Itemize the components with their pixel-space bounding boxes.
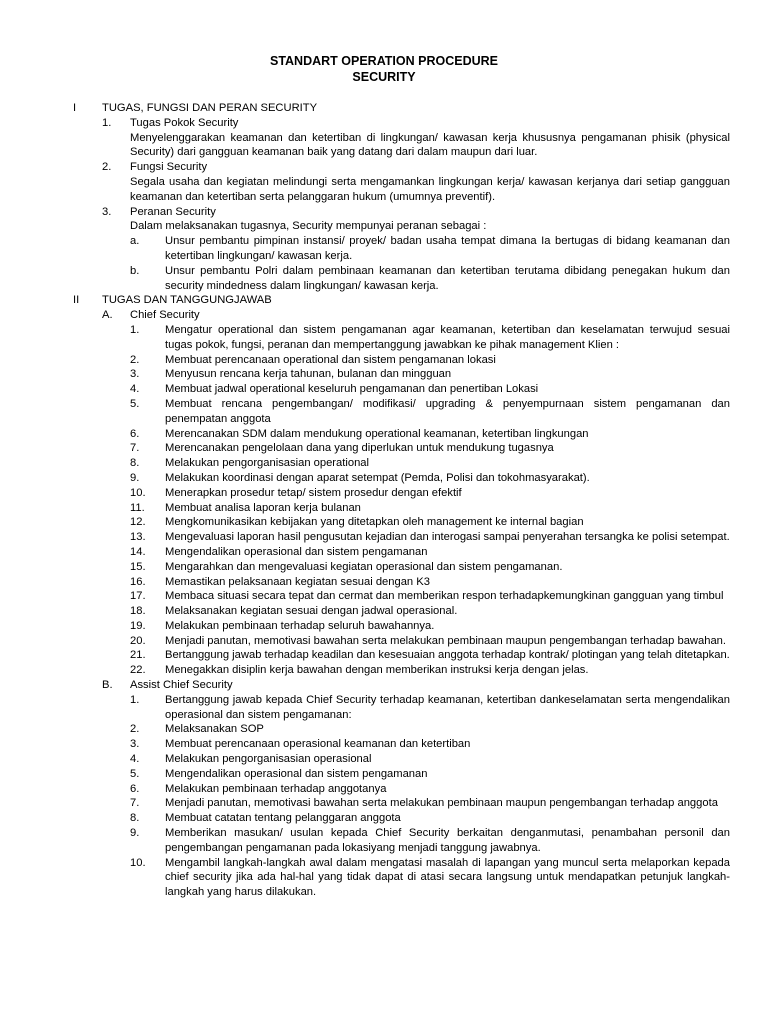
- duty-item-label: 9.: [130, 827, 140, 840]
- duty-item-text: Mengendalikan operasional dan sistem pengamanan: [165, 545, 428, 558]
- duty-item-text: Mengarahkan dan mengevaluasi kegiatan operasional dan sistem pengamanan.: [165, 560, 563, 573]
- duty-item: [0, 471, 768, 486]
- duty-item-label: 21.: [130, 649, 146, 662]
- duty-item-label: 7.: [130, 442, 140, 455]
- sub-item-text: Unsur pembantu Polri dalam pembinaan keamanan dan ketertiban terutama dibidang penegakan hukum dan security mindedness dalam lingkungan/ kawasan kerja.: [165, 264, 730, 292]
- sub-item: [0, 264, 768, 294]
- section-heading-text: TUGAS DAN TANGGUNGJAWAB: [102, 294, 272, 307]
- duty-item: [0, 856, 768, 900]
- duty-item: [0, 382, 768, 397]
- sub-item: [0, 234, 768, 264]
- duty-item-text: Mengambil langkah-langkah awal dalam mengatasi masalah di lapangan yang muncul serta melaporkan kepada chief security jika ada hal-hal yang tidak dapat di atasi secara langsung untuk mendapatkan petunjuk langkah-langkah yang harus dilakukan.: [165, 856, 730, 899]
- section-heading-label: I: [73, 102, 77, 114]
- duty-item: [0, 648, 768, 663]
- duty-item-text: Memberikan masukan/ usulan kepada Chief Security berkaitan denganmutasi, penambahan personil dan pengembangan pengamanan pada lokasiyang menjadi tanggung jawabnya.: [165, 827, 730, 854]
- item-paragraph-text: Menyelenggarakan keamanan dan ketertiban di lingkungan/ kawasan kerja khususnya pengamanan phisik (physical Security) dari gangguan keamanan baik yang datang dari dalam maupun dari luar.: [130, 131, 730, 159]
- duty-item: [0, 367, 768, 382]
- sub-item-text: Unsur pembantu pimpinan instansi/ proyek/ badan usaha tempat dimana Ia bertugas di bidang keamanan dan ketertiban lingkungan/ kawasan kerja.: [165, 235, 730, 262]
- duty-item-text: Menjadi panutan, memotivasi bawahan serta melakukan pembinaan maupun pengembangan terhadap anggota: [165, 797, 718, 810]
- duty-item: [0, 427, 768, 442]
- duty-item-text: Membuat catatan tentang pelanggaran anggota: [165, 812, 401, 825]
- item-heading-text: Fungsi Security: [130, 161, 208, 174]
- duty-item-label: 4.: [130, 753, 140, 766]
- duty-item: [0, 663, 768, 678]
- duty-item-label: 6.: [130, 782, 140, 795]
- duty-item-text: Menyusun rencana kerja tahunan, bulanan dan mingguan: [165, 368, 452, 381]
- duty-item-text: Membuat analisa laporan kerja bulanan: [165, 501, 361, 514]
- duty-item-label: 12.: [130, 516, 146, 529]
- duty-item: [0, 515, 768, 530]
- duty-item-label: 13.: [130, 531, 146, 544]
- item-paragraph: [0, 175, 768, 205]
- duty-item-label: 3.: [130, 368, 140, 381]
- duty-item-label: 9.: [130, 471, 140, 484]
- duty-item: [0, 486, 768, 501]
- duty-item-label: 4.: [130, 383, 140, 396]
- role-heading-label: A.: [102, 309, 113, 322]
- item-paragraph-text: Dalam melaksanakan tugasnya, Security mempunyai peranan sebagai :: [130, 220, 487, 233]
- duty-item: [0, 826, 768, 856]
- document-body: [0, 101, 768, 900]
- document-title: STANDART OPERATION PROCEDURE: [269, 54, 498, 68]
- duty-item-label: 8.: [130, 812, 140, 825]
- duty-item-text: Memastikan pelaksanaan kegiatan sesuai dengan K3: [165, 575, 430, 588]
- item-heading-label: 2.: [102, 161, 112, 174]
- duty-item-text: Melakukan koordinasi dengan aparat setempat (Pemda, Polisi dan tokohmasyarakat).: [165, 471, 590, 484]
- duty-item: [0, 545, 768, 560]
- role-heading: [0, 678, 768, 693]
- sub-item-label: b.: [130, 264, 140, 277]
- duty-item-text: Membuat perencanaan operational dan sistem pengamanan lokasi: [165, 353, 496, 366]
- duty-item: [0, 796, 768, 811]
- duty-item: [0, 575, 768, 590]
- duty-item-text: Merencanakan SDM dalam mendukung operational keamanan, ketertiban lingkungan: [165, 427, 589, 440]
- duty-item: [0, 589, 768, 604]
- duty-item-text: Melakukan pembinaan terhadap anggotanya: [165, 782, 387, 795]
- section-heading: [0, 293, 768, 308]
- duty-item-label: 2.: [130, 723, 140, 736]
- duty-item: [0, 501, 768, 516]
- sub-item-label: a.: [130, 235, 140, 248]
- duty-item-text: Melakukan pengorganisasian operasional: [165, 753, 372, 766]
- duty-item-label: 5.: [130, 767, 140, 780]
- item-heading-label: 1.: [102, 116, 112, 129]
- duty-item-text: Mengendalikan operasional dan sistem pengamanan: [165, 767, 428, 780]
- duty-item: [0, 752, 768, 767]
- duty-item-text: Mengkomunikasikan kebijakan yang ditetapkan oleh management ke internal bagian: [165, 516, 584, 529]
- duty-item-text: Membuat rencana pengembangan/ modifikasi/ upgrading & penyempurnaan sistem pengamanan dan penempatan anggota: [165, 397, 730, 425]
- item-paragraph: [0, 131, 768, 161]
- duty-item: [0, 530, 768, 545]
- duty-item-label: 15.: [130, 560, 146, 573]
- duty-item-text: Melaksanakan SOP: [165, 723, 264, 736]
- duty-item-label: 10.: [130, 486, 146, 499]
- item-heading-text: Peranan Security: [130, 205, 216, 218]
- duty-item: [0, 323, 768, 353]
- duty-item-label: 17.: [130, 590, 146, 603]
- duty-item-text: Membuat jadwal operational keseluruh pengamanan dan penertiban Lokasi: [165, 383, 539, 396]
- document-subtitle: SECURITY: [352, 70, 416, 84]
- duty-item: [0, 353, 768, 368]
- duty-item-label: 19.: [130, 619, 146, 632]
- duty-item: [0, 737, 768, 752]
- role-heading-text: Chief Security: [130, 309, 200, 322]
- duty-item: [0, 397, 768, 427]
- duty-item: [0, 693, 768, 723]
- duty-item-text: Menjadi panutan, memotivasi bawahan serta melakukan pembinaan maupun pengembangan terhadap bawahan.: [165, 634, 726, 647]
- duty-item-label: 5.: [130, 397, 140, 410]
- duty-item-text: Menerapkan prosedur tetap/ sistem prosedur dengan efektif: [165, 486, 462, 499]
- duty-item-text: Bertanggung jawab kepada Chief Security terhadap keamanan, ketertiban dankeselamatan serta mengendalikan operasional dan sistem pengamanan:: [165, 693, 730, 721]
- duty-item-text: Membuat perencanaan operasional keamanan dan ketertiban: [165, 738, 471, 751]
- duty-item-text: Menegakkan disiplin kerja bawahan dengan memberikan instruksi kerja dengan jelas.: [165, 664, 589, 677]
- duty-item-text: Membaca situasi secara tepat dan cermat dan memberikan respon terhadapkemungkinan gangguan yang timbul: [165, 590, 724, 603]
- item-heading: [0, 116, 768, 131]
- item-paragraph: [0, 219, 768, 234]
- duty-item-label: 7.: [130, 797, 140, 810]
- duty-item: [0, 722, 768, 737]
- section-heading: [0, 101, 768, 116]
- item-heading: [0, 205, 768, 220]
- duty-item: [0, 456, 768, 471]
- role-heading: [0, 308, 768, 323]
- duty-item: [0, 634, 768, 649]
- duty-item-label: 18.: [130, 605, 146, 618]
- duty-item-label: 1.: [130, 693, 140, 706]
- duty-item-label: 22.: [130, 664, 146, 677]
- duty-item-text: Merencanakan pengelolaan dana yang diperlukan untuk mendukung tugasnya: [165, 442, 554, 455]
- duty-item-text: Mengevaluasi laporan hasil pengusutan kejadian dan interogasi sampai penyerahan tersangka ke polisi setempat.: [165, 531, 730, 544]
- duty-item-label: 11.: [130, 501, 145, 514]
- duty-item: [0, 619, 768, 634]
- duty-item: [0, 767, 768, 782]
- duty-item-text: Melakukan pembinaan terhadap seluruh bawahannya.: [165, 619, 435, 632]
- duty-item-label: 3.: [130, 738, 140, 751]
- duty-item-label: 16.: [130, 575, 146, 588]
- duty-item-text: Melaksanakan kegiatan sesuai dengan jadwal operasional.: [165, 605, 458, 618]
- role-heading-text: Assist Chief Security: [130, 679, 233, 692]
- section-heading-label: II: [73, 294, 80, 307]
- duty-item: [0, 782, 768, 797]
- item-heading: [0, 160, 768, 175]
- duty-item-label: 6.: [130, 427, 140, 440]
- duty-item-label: 1.: [130, 323, 140, 336]
- role-heading-label: B.: [102, 679, 113, 692]
- duty-item-label: 8.: [130, 457, 140, 470]
- duty-item-label: 20.: [130, 634, 146, 647]
- duty-item: [0, 811, 768, 826]
- duty-item-label: 10.: [130, 856, 146, 869]
- duty-item-text: Melakukan pengorganisasian operational: [165, 457, 370, 470]
- duty-item: [0, 604, 768, 619]
- section-heading-text: TUGAS, FUNGSI DAN PERAN SECURITY: [102, 102, 318, 114]
- duty-item-label: 2.: [130, 353, 140, 366]
- duty-item: [0, 441, 768, 456]
- duty-item-label: 14.: [130, 545, 146, 558]
- duty-item: [0, 560, 768, 575]
- item-heading-label: 3.: [102, 205, 112, 218]
- duty-item-text: Mengatur operational dan sistem pengamanan agar keamanan, ketertiban dan keselamatan terwujud sesuai tugas pokok, fungsi, peranan dan mempertanggung jawabkan ke pihak management Klien :: [165, 323, 730, 351]
- item-paragraph-text: Segala usaha dan kegiatan melindungi serta mengamankan lingkungan kerja/ kawasan kerjanya dari setiap gangguan keamanan dan ketertiban serta pelanggaran hukum (umumnya preventif).: [130, 175, 730, 203]
- duty-item-text: Bertanggung jawab terhadap keadilan dan kesesuaian anggota terhadap kontrak/ plotingan yang telah ditetapkan.: [165, 649, 730, 662]
- item-heading-text: Tugas Pokok Security: [130, 116, 239, 129]
